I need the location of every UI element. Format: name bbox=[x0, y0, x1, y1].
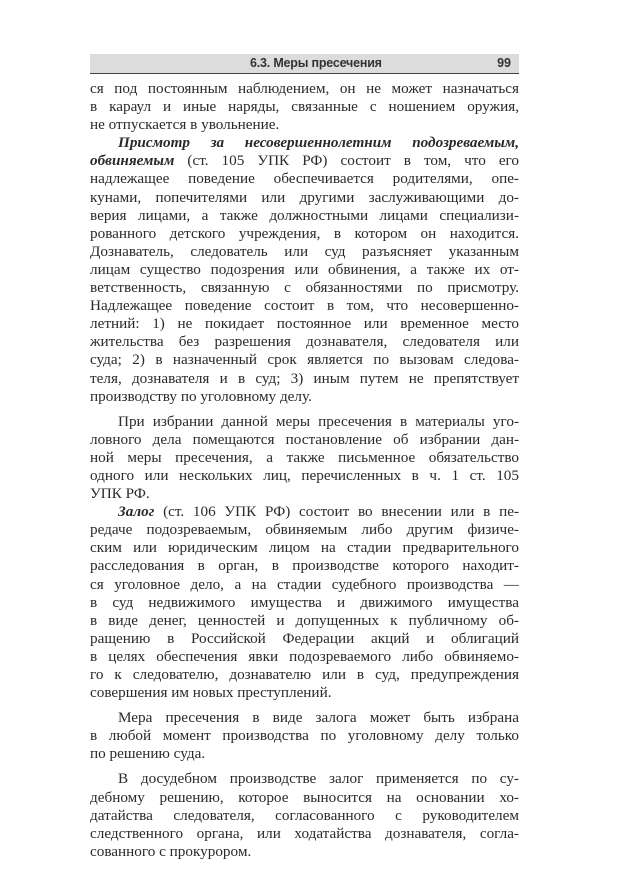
text-line: го к следователю, дознавателю или в суд, предупреждения bbox=[90, 666, 519, 683]
page-number: 99 bbox=[497, 56, 511, 70]
text-line: в любой момент производства по уголовному делу только bbox=[90, 727, 519, 745]
text-line: Надлежащее поведение состоит в том, что несовершенно- bbox=[90, 297, 519, 315]
text-line: лицам существо подозрения или обвинения, а также их от- bbox=[90, 260, 519, 278]
paragraph-4 bbox=[90, 503, 519, 702]
text-line: сованного с прокурором. bbox=[90, 842, 252, 860]
paragraph-1 bbox=[90, 80, 519, 134]
text-line: в виде денег, ценностей и допущенных к публичному об- bbox=[90, 611, 519, 629]
text-line: ветственность, связанную с обязанностями по присмотру. bbox=[90, 279, 519, 297]
text-line bbox=[90, 503, 519, 521]
text-line: суда; 2) в назначенный срок является по вызовам следова- bbox=[90, 351, 519, 369]
page-body bbox=[90, 80, 519, 861]
paragraph-2 bbox=[90, 134, 519, 405]
running-header bbox=[90, 54, 519, 74]
text-line: следственного органа, или ходатайства дознавателя, согла- bbox=[90, 824, 519, 842]
text-line: ским или юридическим лицом на стадии предварительного bbox=[90, 539, 519, 557]
text-line: одного или нескольких лиц, перечисленных в ч. 1 ст. 105 bbox=[90, 466, 519, 484]
text-line: по решению суда. bbox=[90, 745, 206, 763]
term-zalog: Залог bbox=[118, 503, 155, 521]
text-line: верия лицами, а также должностными лицами специализи- bbox=[90, 206, 519, 224]
paragraph-6 bbox=[90, 770, 519, 860]
text-line: жительства без разрешения дознавателя, следователя или bbox=[90, 333, 519, 351]
text-line: редаче подозреваемым, обвиняемым либо другим физиче- bbox=[90, 521, 519, 539]
text-line bbox=[90, 152, 519, 170]
text-line: При избрании данной меры пресечения в материалы уго- bbox=[118, 412, 519, 430]
text-line: теля, дознавателя и в суд; 3) иным путем не препятствует bbox=[90, 369, 519, 387]
text-line: В досудебном производстве залог применяется по су- bbox=[118, 770, 519, 788]
text-line: ращению в Российской Федерации акций и облигаций bbox=[90, 629, 519, 647]
text-line: не отпускается в увольнение. bbox=[90, 116, 280, 134]
text-fragment: (ст. 106 УПК РФ) состоит во внесении или в пе- bbox=[163, 503, 519, 521]
paragraph-5 bbox=[90, 709, 519, 763]
text-line: дебному решению, которое выносится на основании хо- bbox=[90, 788, 519, 806]
text-line: в суд недвижимого имущества и движимого имущества bbox=[90, 593, 519, 611]
text-line: Мера пресечения в виде залога может быть избрана bbox=[118, 709, 519, 727]
text-line: кунами, попечителями или другими заслуживающими до- bbox=[90, 188, 519, 206]
text-line: Дознаватель, следователь или суд разъясняет указанным bbox=[90, 242, 519, 260]
text-line: рованного детского учреждения, в котором он находится. bbox=[90, 224, 519, 242]
text-line: ся уголовное дело, а на стадии судебного производства — bbox=[90, 575, 519, 593]
text-fragment: (ст. 105 УПК РФ) состоит в том, что его bbox=[187, 152, 519, 170]
text-line: ловного дела помещаются постановление об избрании дан- bbox=[90, 430, 519, 448]
text-line: в караул и иные наряды, связанные с ношением оружия, bbox=[90, 98, 519, 116]
text-line: совершения им новых преступлений. bbox=[90, 684, 332, 702]
text-line bbox=[90, 134, 519, 152]
text-line: летний: 1) не покидает постоянное или временное место bbox=[90, 315, 519, 333]
term-obvinyaemym: обвиняемым bbox=[90, 152, 175, 170]
running-header-title: 6.3. Меры пресечения bbox=[250, 56, 382, 70]
term-prismotr: Присмотр за несовершеннолетним подозреваемым, bbox=[118, 134, 519, 152]
text-line: датайства следователя, согласованного с руководителем bbox=[90, 806, 519, 824]
text-line: производству по уголовному делу. bbox=[90, 387, 312, 405]
text-line: УПК РФ. bbox=[90, 485, 150, 503]
text-line: надлежащее поведение обеспечивается родителями, опе- bbox=[90, 170, 519, 188]
text-line: ной меры пресечения, а также письменное обязательство bbox=[90, 448, 519, 466]
text-line: расследования в орган, в производстве которого находит- bbox=[90, 557, 519, 575]
paragraph-3 bbox=[90, 413, 519, 503]
text-line: в целях обеспечения явки подозреваемого либо обвиняемо- bbox=[90, 647, 519, 665]
text-line: ся под постоянным наблюдением, он не может назначаться bbox=[90, 80, 519, 97]
